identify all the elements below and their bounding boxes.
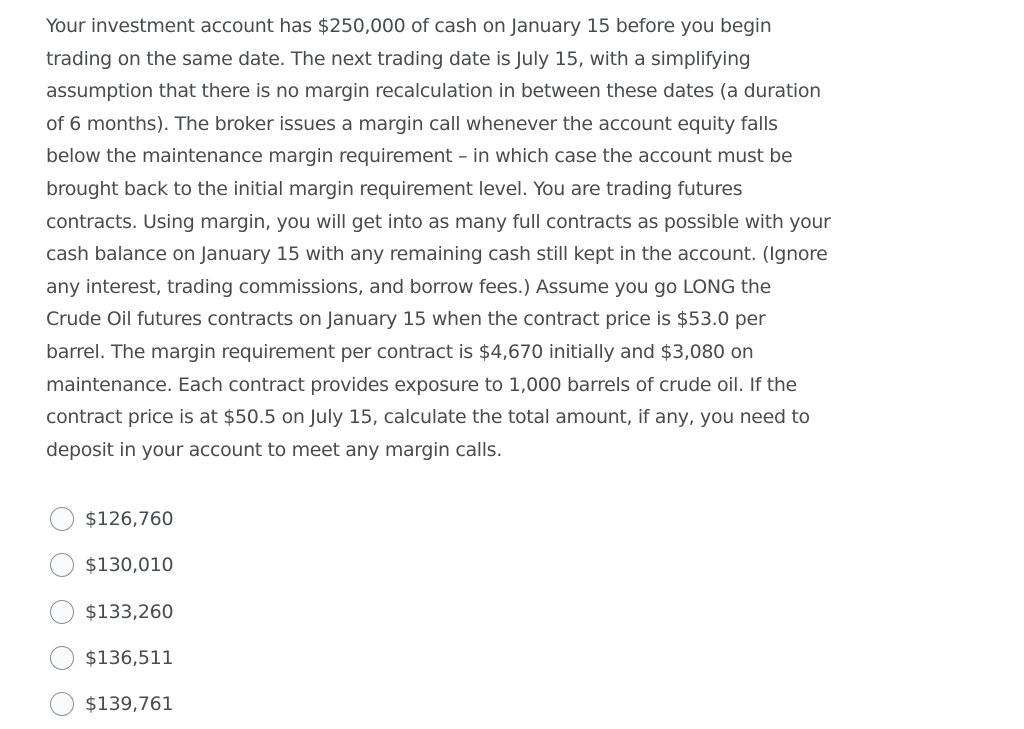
- question-line: contract price is at $50.5 on July 15, calculate the total amount, if any, you need to: [46, 406, 810, 429]
- question-line: assumption that there is no margin recalculation in between these dates (a duration: [46, 80, 821, 103]
- question-text: [46, 10, 906, 466]
- answer-label[interactable]: $133,260: [85, 600, 174, 623]
- radio-button[interactable]: [50, 507, 74, 531]
- question-line: deposit in your account to meet any margin calls.: [46, 438, 502, 461]
- answer-option-5[interactable]: [50, 681, 173, 727]
- question-line: contracts. Using margin, you will get into as many full contracts as possible with your: [46, 210, 831, 233]
- answer-option-4[interactable]: [50, 635, 173, 681]
- question-line: Crude Oil futures contracts on January 15 when the contract price is $53.0 per: [46, 308, 766, 331]
- answer-option-3[interactable]: [50, 589, 173, 635]
- answer-label[interactable]: $136,511: [85, 647, 174, 670]
- answer-option-1[interactable]: [50, 496, 173, 542]
- question-line: below the maintenance margin requirement – in which case the account must be: [46, 145, 793, 168]
- question-line: any interest, trading commissions, and borrow fees.) Assume you go LONG the: [46, 275, 771, 298]
- question-line: of 6 months). The broker issues a margin call whenever the account equity falls: [46, 112, 778, 135]
- radio-button[interactable]: [50, 553, 74, 577]
- answer-choices: [50, 496, 173, 727]
- question-line: Your investment account has $250,000 of cash on January 15 before you begin: [46, 15, 772, 37]
- answer-label[interactable]: $139,761: [85, 693, 174, 716]
- answer-option-2[interactable]: [50, 542, 173, 588]
- radio-button[interactable]: [50, 600, 74, 624]
- question-line: maintenance. Each contract provides exposure to 1,000 barrels of crude oil. If the: [46, 373, 797, 396]
- question-line: trading on the same date. The next trading date is July 15, with a simplifying: [46, 47, 751, 70]
- radio-button[interactable]: [50, 692, 74, 716]
- question-line: brought back to the initial margin requirement level. You are trading futures: [46, 177, 743, 200]
- radio-button[interactable]: [50, 646, 74, 670]
- question-line: cash balance on January 15 with any remaining cash still kept in the account. (Ignore: [46, 243, 828, 266]
- question-line: barrel. The margin requirement per contract is $4,670 initially and $3,080 on: [46, 340, 754, 363]
- answer-label[interactable]: $126,760: [85, 508, 174, 531]
- answer-label[interactable]: $130,010: [85, 554, 174, 577]
